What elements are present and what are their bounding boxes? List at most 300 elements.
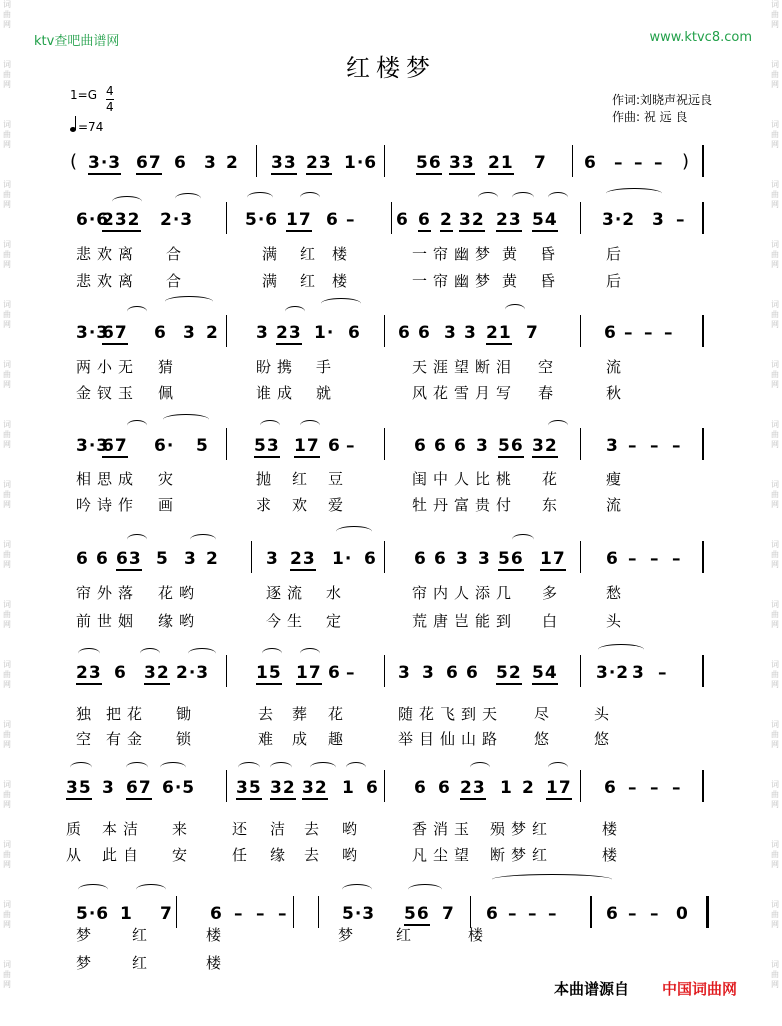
watermark-char: 网 (3, 80, 11, 89)
repeat-open-paren: ( (70, 151, 78, 172)
slur-mark (126, 762, 148, 773)
slur-mark (112, 196, 142, 207)
note-token: – (346, 663, 356, 683)
note-token: 67 (102, 436, 128, 456)
note-token: – (672, 549, 682, 569)
note-token: 1 (120, 904, 133, 924)
slur-mark (548, 762, 568, 773)
barline (226, 428, 227, 460)
watermark-char: 曲 (3, 370, 11, 379)
slur-mark (270, 762, 292, 773)
watermark-char: 网 (771, 740, 779, 749)
credits (612, 92, 712, 126)
barline (580, 770, 581, 802)
lyric-word: 还 (232, 820, 254, 838)
watermark-char: 曲 (771, 430, 779, 439)
lyric-word: 今生 (266, 612, 309, 630)
note-token: 56 (416, 153, 442, 173)
watermark-char: 词 (771, 900, 779, 909)
watermark-char: 曲 (3, 670, 11, 679)
note-token: 6 (414, 436, 427, 456)
watermark-char: 词 (3, 900, 11, 909)
lyric-word: 谁成 (256, 384, 299, 402)
note-token: 3 (632, 663, 645, 683)
lyric-word: 爱 (328, 496, 350, 514)
slur-mark (300, 648, 320, 659)
note-token: 3·3 (76, 436, 110, 456)
note-token: 7 (442, 904, 455, 924)
slur-mark (127, 306, 147, 317)
note-token: – (614, 153, 624, 173)
repeat-close-paren: ) (682, 151, 690, 172)
lyric-word: 梦 (338, 926, 360, 944)
note-token: 56 (498, 549, 524, 569)
watermark-char: 曲 (771, 250, 779, 259)
slur-mark (310, 762, 336, 773)
note-token: 17 (294, 436, 320, 456)
note-token: 15 (256, 663, 282, 683)
lyric-word: 闺中人比桃 (412, 470, 518, 488)
lyric-word: 任 (232, 846, 254, 864)
lyrics-line (66, 468, 716, 488)
note-token: 6 (414, 549, 427, 569)
lyric-word: 合 (166, 272, 188, 290)
lyric-word: 前世姻 (76, 612, 140, 630)
lyric-word: 趣 (328, 730, 350, 748)
note-token: 3 (102, 778, 115, 798)
slur-mark (78, 884, 108, 895)
lyric-word: 秋 (606, 384, 628, 402)
watermark-char: 网 (3, 500, 11, 509)
watermark-char: 词 (771, 420, 779, 429)
slur-mark (140, 648, 160, 659)
lyric-word: 满 (262, 245, 284, 263)
lyric-word: 锁 (176, 730, 198, 748)
note-token: 32 (532, 436, 558, 456)
lyric-word: 悲欢离 (76, 272, 140, 290)
key-label: 1=G (70, 88, 97, 102)
lyric-word: 红 (396, 926, 418, 944)
slur-mark (163, 414, 209, 425)
lyric-word: 悠 (534, 730, 556, 748)
lyric-word: 欢 (292, 496, 314, 514)
lyric-word: 葬 (292, 705, 314, 723)
watermark-char: 曲 (3, 490, 11, 499)
lyric-word: 缘 (270, 846, 292, 864)
note-token: 6 (328, 663, 341, 683)
slur-mark (70, 762, 92, 773)
lyric-word: 质 (66, 820, 88, 838)
note-token: 1 (500, 778, 513, 798)
watermark-char: 词 (3, 60, 11, 69)
lyric-word: 去 (304, 846, 326, 864)
watermark-char: 网 (771, 620, 779, 629)
note-token: 6 (174, 153, 187, 173)
watermark-char: 词 (3, 540, 11, 549)
watermark-char: 词 (771, 660, 779, 669)
watermark-char: 曲 (771, 370, 779, 379)
watermark-char: 词 (3, 960, 11, 969)
slur-mark (512, 534, 534, 545)
note-token: 6 (348, 323, 361, 343)
note-token: 6·5 (162, 778, 196, 798)
watermark-char: 词 (3, 780, 11, 789)
score-row (66, 428, 716, 468)
watermark-char: 词 (3, 180, 11, 189)
watermark-char: 词 (3, 300, 11, 309)
watermark-char: 网 (3, 260, 11, 269)
tempo-marking (70, 120, 103, 134)
note-token: 23 (276, 323, 302, 343)
slur-mark (342, 884, 372, 895)
note-token: 6 (418, 323, 431, 343)
note-token: 5 (196, 436, 209, 456)
note-token: 21 (488, 153, 514, 173)
note-token: 23 (460, 778, 486, 798)
barline (580, 202, 581, 234)
lyric-word: 楼 (206, 954, 228, 972)
lyric-word: 花哟 (158, 584, 201, 602)
note-token: – (664, 323, 674, 343)
note-token: 3 (256, 323, 269, 343)
watermark-char: 网 (771, 980, 779, 989)
watermark-char: 词 (771, 960, 779, 969)
lyric-word: 楼 (332, 272, 354, 290)
watermark-char: 词 (771, 840, 779, 849)
note-token: 6 (454, 436, 467, 456)
note-token: 7 (534, 153, 547, 173)
watermark-char: 网 (771, 80, 779, 89)
lyricist: 作词:刘晓声祝远良 (612, 93, 713, 107)
slur-mark (512, 192, 534, 203)
note-token: 1·6 (344, 153, 378, 173)
watermark-char: 曲 (771, 10, 779, 19)
note-token: – (628, 436, 638, 456)
header-left-site[interactable]: ktv查吧曲谱网 (34, 34, 120, 49)
watermark-char: 网 (3, 560, 11, 569)
note-token: 3 (478, 549, 491, 569)
slur-mark (505, 304, 525, 315)
note-token: 6 (418, 210, 431, 230)
slur-mark (165, 296, 213, 307)
lyric-word: 缘哟 (158, 612, 201, 630)
watermark-char: 网 (771, 860, 779, 869)
note-token: 33 (271, 153, 297, 173)
score-row (66, 655, 716, 695)
barline (226, 202, 227, 234)
final-barline (702, 315, 704, 347)
note-token: – (654, 153, 664, 173)
note-token: – (650, 778, 660, 798)
note-token: 2·3 (176, 663, 210, 683)
watermark-char: 词 (3, 600, 11, 609)
note-token: 6 (604, 323, 617, 343)
footer-site[interactable]: 中国词曲网 (662, 980, 738, 998)
watermark-char: 词 (771, 300, 779, 309)
watermark-char: 网 (771, 560, 779, 569)
watermark-char: 词 (771, 540, 779, 549)
watermark-char: 曲 (3, 130, 11, 139)
note-token: 6 (114, 663, 127, 683)
note-token: 6 (434, 549, 447, 569)
note-token: – (628, 549, 638, 569)
note-token: 1· (314, 323, 335, 343)
note-token: 6 (414, 778, 427, 798)
note-token: 3 (606, 436, 619, 456)
note-token: – (346, 210, 356, 230)
watermark-char: 网 (3, 920, 11, 929)
slur-mark (408, 884, 442, 895)
watermark-right (768, 0, 782, 1026)
lyrics-line (66, 382, 716, 402)
lyric-word: 画 (158, 496, 180, 514)
note-token: 6 (434, 436, 447, 456)
note-token: 3·3 (88, 153, 122, 173)
slur-mark (136, 884, 166, 895)
slur-mark (336, 526, 372, 537)
lyric-word: 空 (538, 358, 560, 376)
watermark-char: 词 (3, 420, 11, 429)
note-token: 3·2 (596, 663, 630, 683)
slur-mark (606, 188, 662, 199)
note-token: 6 (438, 778, 451, 798)
slur-mark (160, 762, 186, 773)
lyric-word: 瘦 (606, 470, 628, 488)
lyric-word: 流 (606, 496, 628, 514)
note-token: 2·3 (160, 210, 194, 230)
watermark-char: 网 (771, 200, 779, 209)
note-token: 32 (144, 663, 170, 683)
note-token: 6 (96, 549, 109, 569)
note-token: – (508, 904, 518, 924)
watermark-char: 词 (3, 480, 11, 489)
note-token: 23 (496, 210, 522, 230)
note-token: 5·6 (245, 210, 279, 230)
note-token: 3 (652, 210, 665, 230)
watermark-char: 曲 (3, 10, 11, 19)
slur-mark (78, 648, 100, 659)
note-token: – (644, 323, 654, 343)
watermark-char: 网 (3, 140, 11, 149)
watermark-char: 曲 (771, 670, 779, 679)
note-token: 56 (404, 904, 430, 924)
slur-mark (548, 192, 568, 203)
lyric-word: 悠 (594, 730, 616, 748)
slur-mark (175, 193, 201, 204)
slur-mark (548, 420, 568, 431)
barline (226, 315, 227, 347)
lyric-word: 悲欢离 (76, 245, 140, 263)
note-token: 56 (498, 436, 524, 456)
watermark-char: 网 (771, 680, 779, 689)
lyric-word: 手 (316, 358, 338, 376)
note-token: 3 (444, 323, 457, 343)
note-token: 3 (183, 323, 196, 343)
note-token: 6 (604, 778, 617, 798)
watermark-char: 网 (3, 980, 11, 989)
note-token: 3 (184, 549, 197, 569)
watermark-char: 曲 (771, 910, 779, 919)
watermark-char: 词 (771, 360, 779, 369)
lyric-word: 荒唐岂能到 (412, 612, 518, 630)
lyric-word: 帘外落 (76, 584, 140, 602)
lyric-word: 豆 (328, 470, 350, 488)
watermark-char: 曲 (771, 550, 779, 559)
watermark-char: 曲 (3, 790, 11, 799)
lyric-word: 举目仙山路 (398, 730, 504, 748)
watermark-char: 曲 (3, 430, 11, 439)
watermark-char: 曲 (3, 610, 11, 619)
lyric-word: 去 (258, 705, 280, 723)
note-token: 7 (526, 323, 539, 343)
watermark-char: 曲 (3, 190, 11, 199)
lyric-word: 满 (262, 272, 284, 290)
lyric-word: 头 (594, 705, 616, 723)
watermark-char: 网 (3, 860, 11, 869)
barline (580, 428, 581, 460)
lyric-word: 楼 (602, 820, 624, 838)
note-token: 6 (446, 663, 459, 683)
score-row (66, 541, 716, 581)
note-token: – (672, 436, 682, 456)
final-barline (702, 145, 704, 177)
slur-mark (262, 648, 282, 659)
watermark-char: 网 (771, 140, 779, 149)
lyric-word: 东 (542, 496, 564, 514)
lyric-word: 尽 (534, 705, 556, 723)
score-row (66, 315, 716, 355)
header-right-url[interactable]: www.ktvc8.com (649, 30, 752, 45)
watermark-char: 曲 (771, 790, 779, 799)
barline (580, 541, 581, 573)
slur-mark (470, 762, 490, 773)
watermark-char: 网 (3, 440, 11, 449)
barline (391, 202, 392, 234)
watermark-char: 网 (3, 800, 11, 809)
lyric-word: 殒梦红 (490, 820, 554, 838)
lyric-word: 断梦红 (490, 846, 554, 864)
note-token: 3 (398, 663, 411, 683)
score-row (66, 770, 716, 810)
lyric-word: 红 (292, 470, 314, 488)
note-token: – (628, 904, 638, 924)
song-title: 红楼梦 (346, 54, 436, 82)
lyric-word: 香消玉 (412, 820, 476, 838)
note-token: 7 (160, 904, 173, 924)
watermark-char: 网 (3, 20, 11, 29)
lyric-word: 天涯望断泪 (412, 358, 518, 376)
note-token: – (672, 778, 682, 798)
note-token: 3 (456, 549, 469, 569)
watermark-char: 网 (771, 440, 779, 449)
lyric-word: 风花雪月写 (412, 384, 518, 402)
watermark-char: 词 (771, 60, 779, 69)
note-token: 2 (206, 323, 219, 343)
watermark-char: 曲 (3, 70, 11, 79)
lyric-word: 流 (606, 358, 628, 376)
lyrics-line (66, 844, 716, 864)
watermark-char: 曲 (771, 310, 779, 319)
note-token: – (650, 904, 660, 924)
note-token: 17 (296, 663, 322, 683)
lyric-word: 两小无 (76, 358, 140, 376)
watermark-char: 词 (771, 0, 779, 9)
note-token: 1 (342, 778, 355, 798)
lyric-word: 求 (256, 496, 278, 514)
watermark-char: 曲 (771, 970, 779, 979)
watermark-char: 词 (3, 660, 11, 669)
lyrics-line (66, 356, 716, 376)
final-barline (702, 770, 704, 802)
note-token: 2 (522, 778, 535, 798)
lyric-word: 来 (172, 820, 194, 838)
note-token: 6 (486, 904, 499, 924)
note-token: 17 (286, 210, 312, 230)
lyric-word: 春 (538, 384, 560, 402)
lyric-word: 成 (292, 730, 314, 748)
score-row (66, 202, 716, 242)
tempo-value: =74 (78, 120, 104, 134)
watermark-char: 网 (771, 320, 779, 329)
note-token: 33 (449, 153, 475, 173)
watermark-char: 曲 (771, 610, 779, 619)
slur-mark (598, 644, 644, 655)
lyric-word: 空 (76, 730, 98, 748)
lyric-word: 此自 (102, 846, 145, 864)
slur-mark (300, 192, 320, 203)
slur-mark (190, 534, 216, 545)
lyric-word: 哟 (342, 846, 364, 864)
note-token: 6 (366, 778, 379, 798)
note-token: 2 (226, 153, 239, 173)
final-barline (702, 428, 704, 460)
barline (251, 541, 252, 573)
slur-mark (321, 298, 361, 309)
note-token: 2 (440, 210, 453, 230)
lyric-word: 楼 (602, 846, 624, 864)
note-token: – (658, 663, 668, 683)
watermark-char: 网 (3, 620, 11, 629)
note-token: 67 (102, 323, 128, 343)
note-token: 6 (154, 323, 167, 343)
lyric-word: 安 (172, 846, 194, 864)
barline (384, 315, 385, 347)
note-token: 232 (102, 210, 141, 230)
note-token: 3·3 (76, 323, 110, 343)
note-token: 3 (422, 663, 435, 683)
slur-mark (127, 534, 147, 545)
lyric-word: 把花 (106, 705, 149, 723)
note-token: 52 (496, 663, 522, 683)
note-token: 6 (584, 153, 597, 173)
lyric-word: 灾 (158, 470, 180, 488)
lyric-word: 红 (300, 272, 322, 290)
lyric-word: 花 (542, 470, 564, 488)
lyrics-line (66, 952, 716, 972)
watermark-char: 网 (3, 740, 11, 749)
watermark-char: 曲 (3, 250, 11, 259)
lyric-word: 头 (606, 612, 628, 630)
note-token: 32 (459, 210, 485, 230)
watermark-char: 曲 (3, 850, 11, 859)
lyric-word: 相思成 (76, 470, 140, 488)
lyric-word: 楼 (468, 926, 490, 944)
note-token: 6 (210, 904, 223, 924)
barline (384, 770, 385, 802)
note-token: 23 (290, 549, 316, 569)
note-token: 5 (156, 549, 169, 569)
note-token: – (346, 436, 356, 456)
